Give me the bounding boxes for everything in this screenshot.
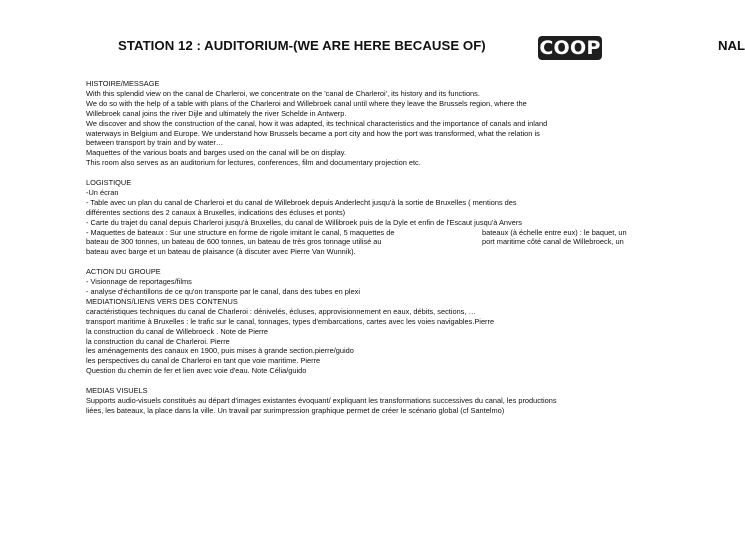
- page-title-tail: NAL: [718, 38, 745, 53]
- document-body: [86, 79, 696, 426]
- text-line-two-column: [86, 237, 696, 247]
- text-line: Question du chemin de fer et lien avec voie d'eau. Note Célia/guido: [86, 366, 307, 376]
- section-heading: HISTOIRE/MESSAGE: [86, 79, 160, 88]
- text-line: la construction du canal de Charleroi. Pierre: [86, 336, 230, 346]
- page-title: STATION 12 : AUDITORIUM-(WE ARE HERE BECAUSE OF): [118, 38, 486, 53]
- text-line: waterways in Belgium and Europe. We understand how Brussels became a port city and how the port was transformed, what the relation is: [86, 128, 540, 138]
- text-line: Supports audio-visuels constitués au départ d'images existantes évoquant/ expliquant les transformations successives du canal, les productions: [86, 395, 557, 405]
- text-line: - Table avec un plan du canal de Charleroi et du canal de Willebroek depuis Anderlecht jusqu'à la sortie de Bruxelles ( mentions des: [86, 197, 517, 207]
- text-column-right: port maritime côté canal de Willebroeck, un: [482, 237, 624, 247]
- text-line: les aménagements des canaux en 1900, puis mises à grande section.pierre/guido: [86, 346, 354, 356]
- section-medias: [86, 386, 696, 416]
- text-line: Willebroek canal joins the river Dijle and ultimately the river Schelde in Antwerp.: [86, 108, 347, 118]
- section-histoire: [86, 79, 696, 168]
- text-line: -Un écran: [86, 187, 119, 197]
- text-line: between transport by train and by water…: [86, 138, 224, 148]
- text-column-left: bateau de 300 tonnes, un bateau de 600 tonnes, un bateau de très gros tonnage utilisé au: [86, 237, 382, 247]
- subsection-heading: MEDIATIONS/LIENS VERS DES CONTENUS: [86, 296, 238, 306]
- text-line: les perspectives du canal de Charleroi en tant que voie maritime. Pierre: [86, 356, 321, 366]
- text-line: transport maritime à Bruxelles : le trafic sur le canal, tonnages, types d'embarcations, cartes avec les voies navigables.Pierre: [86, 316, 495, 326]
- text-line: différentes sections des 2 canaux à Bruxelles, indications des écluses et ponts): [86, 207, 346, 217]
- text-line: We do so with the help of a table with plans of the Charleroi and Willebroek canal until where they leave the Brussels region, where the: [86, 98, 527, 108]
- text-line: bateau avec barge et un bateau de plaisance (à discuter avec Pierre Van Wunnik).: [86, 247, 356, 257]
- section-logistique: [86, 178, 696, 257]
- text-column-right: bateaux (à échelle entre eux) : le baquet, un: [482, 227, 627, 237]
- text-line: - Visionnage de reportages/films: [86, 277, 192, 287]
- text-line: - Carte du trajet du canal depuis Charleroi jusqu'à Bruxelles, du canal de Willibroek puis de la Dyle et enfin de l'Escaut jusqu'à Anvers: [86, 217, 523, 227]
- section-heading: LOGISTIQUE: [86, 178, 132, 188]
- text-line: Maquettes of the various boats and barges used on the canal will be on display.: [86, 148, 346, 158]
- text-line: la construction du canal de Willebroeck . Note de Pierre: [86, 326, 268, 336]
- text-line: - analyse d'échantillons de ce qu'on transporte par le canal, dans des tubes en plexi: [86, 287, 360, 296]
- text-line-two-column: [86, 228, 696, 238]
- title-row: [118, 36, 745, 62]
- text-line: caractéristiques techniques du canal de Charleroi : dénivelés, écluses, approvisionnement en eaux, débits, sections, …: [86, 306, 476, 316]
- text-column-left: - Maquettes de bateaux : Sur une structure en forme de rigole imitant le canal, 5 maquettes de: [86, 227, 395, 237]
- text-line: With this splendid view on the canal de Charleroi, we concentrate on the 'canal de Charleroi', its history and its functions.: [86, 88, 480, 98]
- section-heading: MEDIAS VISUELS: [86, 386, 148, 396]
- text-line: This room also serves as an auditorium for lectures, conferences, film and documentary projection etc.: [86, 158, 421, 168]
- coop-logo: COOP: [539, 37, 601, 59]
- section-action: [86, 267, 696, 376]
- text-line: We discover and show the construction of the canal, how it was adapted, its technical characteristics and the importance of canals and inland: [86, 118, 548, 128]
- text-line: liées, les bateaux, la place dans la ville. Un travail par surimpression graphique permet de créer le scénario global (cf Santelmo): [86, 405, 505, 415]
- section-heading: ACTION DU GROUPE: [86, 267, 161, 277]
